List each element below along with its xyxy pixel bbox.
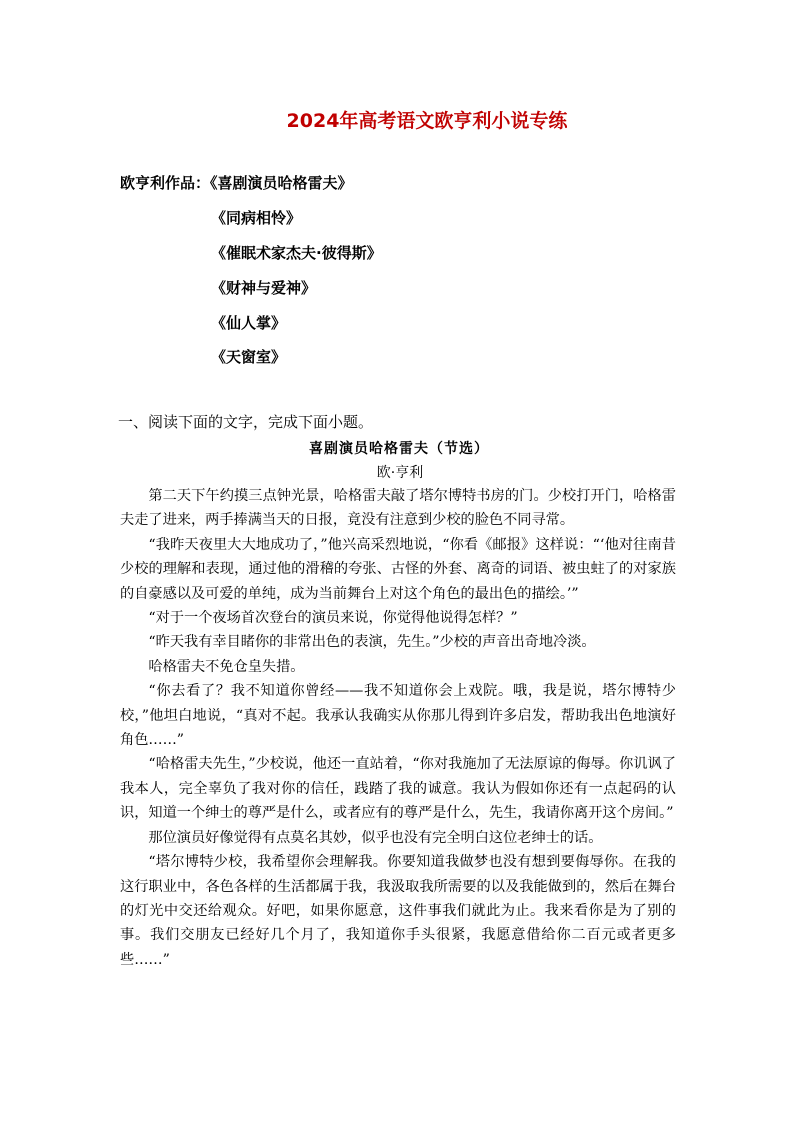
story-body: [120, 484, 676, 972]
question-prompt: 一、阅读下面的文字，完成下面小题。: [118, 413, 374, 431]
works-label: 欧亨利作品：《喜剧演员哈格雷夫》: [120, 174, 353, 192]
story-author: 欧·亨利: [376, 465, 424, 481]
paragraph: “对于一个夜场首次登台的演员来说，你觉得他说得怎样？”: [148, 610, 518, 627]
work-item: 《催眠术家杰夫·彼得斯》: [211, 244, 382, 262]
work-item: 《天窗室》: [211, 348, 287, 366]
story-title: 喜剧演员哈格雷夫（节选）: [309, 441, 489, 457]
paragraph: “我昨天夜里大大地成功了，”他兴高采烈地说，“你看《邮报》这样说：“‘他对往南昔少校的理解和表现，通过他的滑稽的夸张、古怪的外套、离奇的词语、被虫蛀了的对家族的自豪感以及可爱的单纯，成为当前舞台上对这个角色的最出色的描绘。’”: [120, 536, 676, 602]
work-item: 《仙人掌》: [211, 314, 287, 332]
work-item: 《同病相怜》: [211, 209, 302, 227]
work-item: 《财神与爱神》: [211, 279, 317, 297]
paragraph: “你去看了？我不知道你曾经——我不知道你会上戏院。哦，我是说，塔尔博特少校，”他坦白地说，“真对不起。我承认我确实从你那儿得到许多启发，帮助我出色地演好角色……”: [120, 683, 676, 749]
paragraph: 第二天下午约摸三点钟光景，哈格雷夫敲了塔尔博特书房的门。少校打开门，哈格雷夫走了进来，两手捧满当天的日报，竟没有注意到少校的脸色不同寻常。: [120, 488, 676, 529]
paragraph: “昨天我有幸目睹你的非常出色的表演，先生。”少校的声音出奇地冷淡。: [148, 634, 596, 651]
paragraph: “塔尔博特少校，我希望你会理解我。你要知道我做梦也没有想到要侮辱你。在我的这行职业中，各色各样的生活都属于我，我汲取我所需要的以及我能做到的，然后在舞台的灯光中交还给观众。好吧，如果你愿意，这件事我们就此为止。我来看你是为了别的事。我们交朋友已经好几个月了，我知道你手头很紧，我愿意借给你二百元或者更多些……”: [120, 854, 676, 968]
paragraph: 哈格雷夫不免仓皇失措。: [148, 658, 305, 675]
document-title: 2024年高考语文欧亨利小说专练: [286, 110, 568, 132]
paragraph: “哈格雷夫先生，”少校说，他还一直站着，“你对我施加了无法原谅的侮辱。你讥讽了我本人，完全辜负了我对你的信任，践踏了我的诚意。我认为假如你还有一点起码的认识，知道一个绅士的尊严是什么，或者应有的尊严是什么，先生，我请你离开这个房间。”: [120, 756, 676, 822]
paragraph: 那位演员好像觉得有点莫名其妙，似乎也没有完全明白这位老绅士的话。: [148, 829, 603, 846]
